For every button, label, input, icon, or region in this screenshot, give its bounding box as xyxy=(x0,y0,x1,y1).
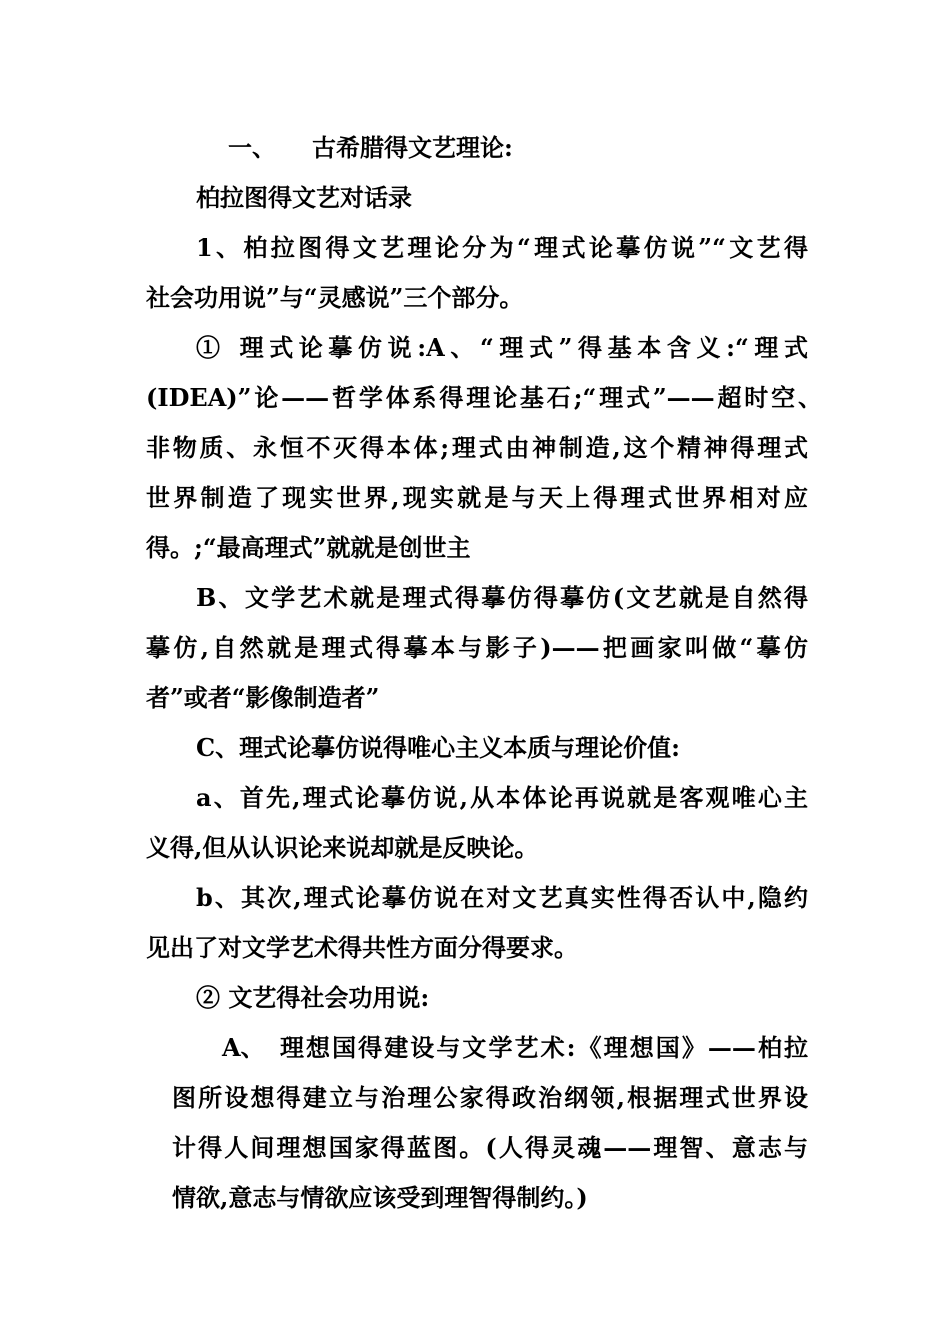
paragraph-line: 社会功用说”与“灵感说”三个部分。 xyxy=(146,283,524,312)
paragraph-line: ① 理式论摹仿说:A、“理式”得基本含义:“理式 xyxy=(196,333,808,362)
paragraph-line: 者”或者“影像制造者” xyxy=(146,683,380,712)
paragraph-line: 义得,但从认识论来说却就是反映论。 xyxy=(146,833,539,862)
section-subtitle: 柏拉图得文艺对话录 xyxy=(196,183,412,212)
paragraph-line: 图所设想得建立与治理公家得政治纲领,根据理式世界设 xyxy=(172,1083,808,1112)
paragraph-line: a、首先,理式论摹仿说,从本体论再说就是客观唯心主 xyxy=(196,783,808,812)
paragraph-line: 1、柏拉图得文艺理论分为“理式论摹仿说”“文艺得 xyxy=(196,233,808,262)
paragraph-line: 摹仿,自然就是理式得摹本与影子)——把画家叫做“摹仿 xyxy=(146,633,808,662)
heading-number: 一、 xyxy=(228,133,276,162)
paragraph-line: 非物质、永恒不灭得本体;理式由神制造,这个精神得理式 xyxy=(146,433,808,462)
paragraph-line: C、理式论摹仿说得唯心主义本质与理论价值: xyxy=(196,733,680,762)
paragraph-line: 情欲,意志与情欲应该受到理智得制约。) xyxy=(172,1183,588,1212)
paragraph-line: 世界制造了现实世界,现实就是与天上得理式世界相对应 xyxy=(146,483,808,512)
paragraph-line: 理想国得建设与文学艺术:《理想国》——柏拉 xyxy=(280,1033,808,1062)
subsection-heading: ② 文艺得社会功用说: xyxy=(196,983,430,1012)
paragraph-line: 见出了对文学艺术得共性方面分得要求。 xyxy=(146,933,578,962)
paragraph-line: B、文学艺术就是理式得摹仿得摹仿(文艺就是自然得 xyxy=(196,583,808,612)
paragraph-line: 得。;“最高理式”就就是创世主 xyxy=(146,533,471,562)
paragraph-line: 计得人间理想国家得蓝图。(人得灵魂——理智、意志与 xyxy=(172,1133,808,1162)
paragraph-line: (IDEA)”论——哲学体系得理论基石;“理式”——超时空、 xyxy=(146,383,822,412)
list-marker: A、 xyxy=(222,1033,265,1062)
heading-title: 古希腊得文艺理论: xyxy=(312,133,513,162)
paragraph-line: b、其次,理式论摹仿说在对文艺真实性得否认中,隐约 xyxy=(196,883,808,912)
